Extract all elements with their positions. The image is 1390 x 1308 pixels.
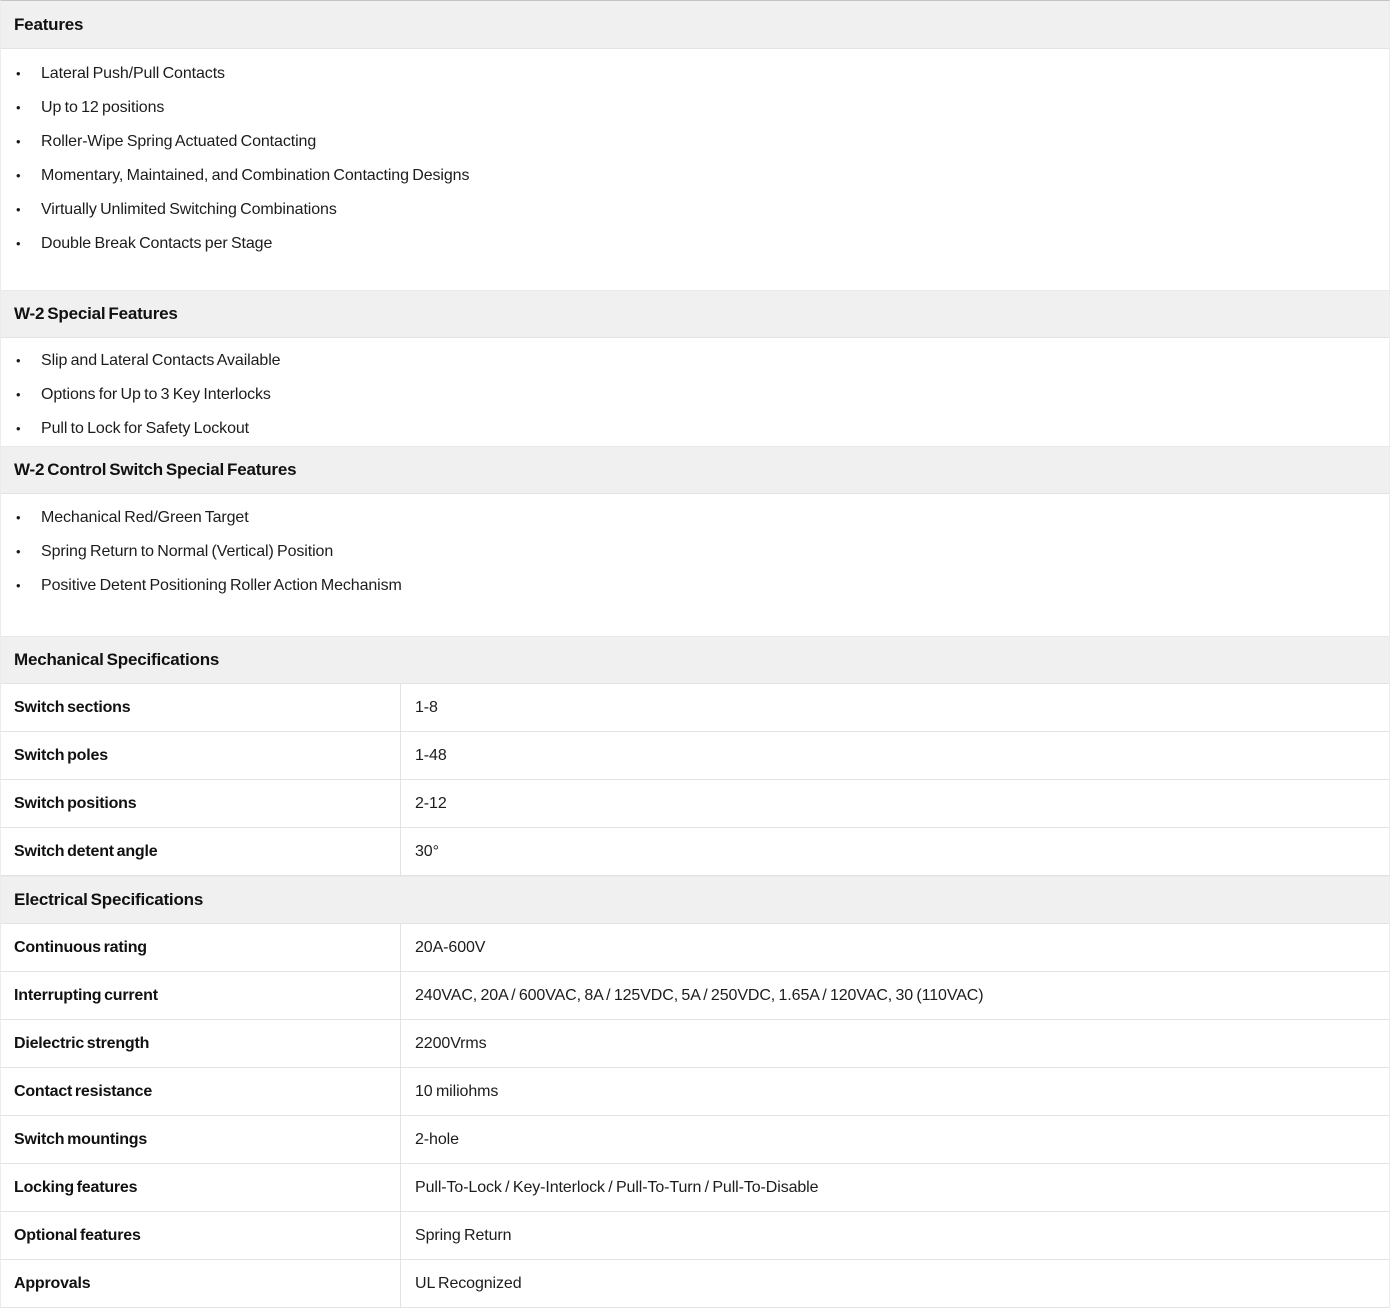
spec-label: Continuous rating [1,924,401,971]
bullet-icon [1,125,41,159]
spec-value: 20A-600V [415,938,486,956]
spec-value: Pull-To-Lock / Key-Interlock / Pull-To-Turn / Pull-To-Disable [415,1178,819,1196]
list-item-text: Roller-Wipe Spring Actuated Contacting [41,133,317,150]
mechanical-specifications-table [1,684,1389,876]
bullet-icon [1,501,41,535]
table-row [1,828,1389,876]
bullet-icon [1,193,41,227]
list-item-text: Positive Detent Positioning Roller Action Mechanism [41,577,402,594]
table-row [1,732,1389,780]
section-title: Features [14,14,84,34]
bullet-icon [1,159,41,193]
list-item-text: Virtually Unlimited Switching Combinations [41,201,337,218]
bullet-icon [1,412,41,446]
table-row [1,1020,1389,1068]
list-item-text: Mechanical Red/Green Target [41,509,249,526]
spec-value: Spring Return [415,1226,512,1244]
table-row [1,1260,1389,1308]
bullet-icon [1,91,41,125]
section-title: W-2 Control Switch Special Features [14,460,297,479]
list-item [1,412,1389,446]
list-item-text: Options for Up to 3 Key Interlocks [41,386,271,403]
list-item [1,227,1389,261]
spec-value: 10 miliohms [415,1082,499,1100]
spec-value: 2-hole [415,1130,459,1148]
spec-label: Switch mountings [1,1116,401,1163]
spec-label: Locking features [1,1164,401,1211]
spec-label: Optional features [1,1212,401,1259]
table-row [1,972,1389,1020]
section-header-features [1,1,1389,49]
list-item [1,57,1389,91]
features-list [1,49,1389,290]
bullet-icon [1,344,41,378]
list-item [1,159,1389,193]
electrical-specifications-table [1,924,1389,1308]
bullet-icon [1,57,41,91]
section-title: Electrical Specifications [14,890,204,909]
list-item [1,569,1389,603]
spec-label: Approvals [1,1260,401,1307]
section-title: Mechanical Specifications [14,650,220,669]
list-item-text: Up to 12 positions [41,99,165,116]
spec-value: UL Recognized [415,1274,522,1292]
spec-value: 2200Vrms [415,1034,487,1052]
table-row [1,1164,1389,1212]
bullet-icon [1,535,41,569]
spec-value: 30° [415,842,439,860]
spec-value: 2-12 [415,794,447,812]
section-title: W-2 Special Features [14,304,178,323]
spec-label: Switch detent angle [1,828,401,875]
list-item [1,378,1389,412]
list-item-text: Momentary, Maintained, and Combination Contacting Designs [41,167,470,184]
section-header-w2-special-features [1,290,1389,338]
list-item [1,125,1389,159]
list-item [1,91,1389,125]
table-row [1,1212,1389,1260]
spec-label: Dielectric strength [1,1020,401,1067]
section-header-w2-control-switch-special-features [1,446,1389,494]
spec-label: Interrupting current [1,972,401,1019]
spec-label: Switch poles [1,732,401,779]
spec-value: 1-8 [415,698,438,716]
list-item [1,501,1389,535]
bullet-icon [1,378,41,412]
w2-control-switch-features-list [1,494,1389,636]
bullet-icon [1,227,41,261]
list-item [1,193,1389,227]
table-row [1,1068,1389,1116]
spec-value: 240VAC, 20A / 600VAC, 8A / 125VDC, 5A / 250VDC, 1.65A / 120VAC, 30 (110VAC) [415,986,984,1004]
spec-label: Contact resistance [1,1068,401,1115]
spec-value: 1-48 [415,746,447,764]
w2-special-features-list [1,338,1389,446]
table-row [1,780,1389,828]
list-item [1,344,1389,378]
list-item [1,535,1389,569]
list-item-text: Double Break Contacts per Stage [41,235,273,252]
table-row [1,924,1389,972]
list-item-text: Lateral Push/Pull Contacts [41,65,225,82]
bullet-icon [1,569,41,603]
table-row [1,1116,1389,1164]
list-item-text: Pull to Lock for Safety Lockout [41,420,250,437]
table-row [1,684,1389,732]
spec-label: Switch positions [1,780,401,827]
section-header-electrical-specifications [1,876,1389,924]
spec-label: Switch sections [1,684,401,731]
list-item-text: Spring Return to Normal (Vertical) Position [41,543,334,560]
list-item-text: Slip and Lateral Contacts Available [41,352,281,369]
section-header-mechanical-specifications [1,636,1389,684]
